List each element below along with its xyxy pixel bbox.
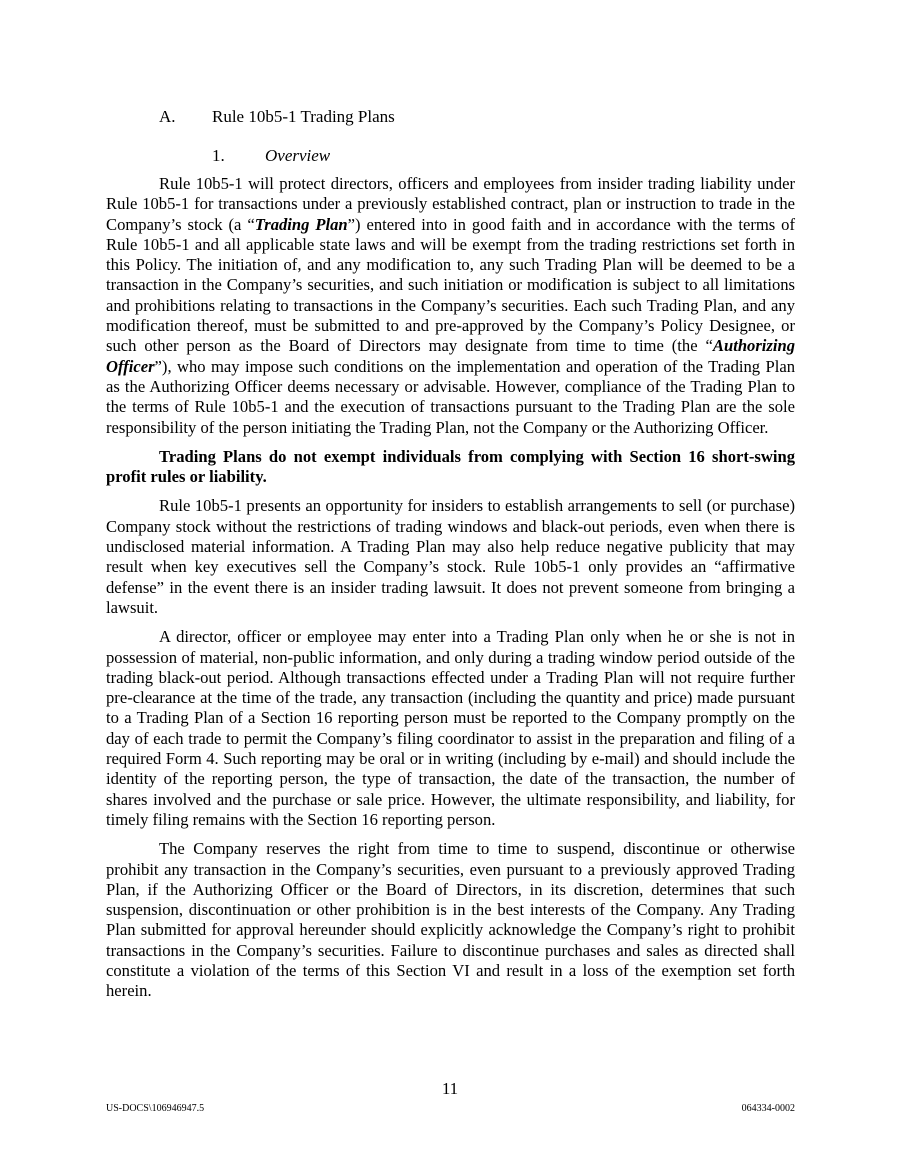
paragraph-eligibility: A director, officer or employee may enter into a Trading Plan only when he or she is not in possession of material, non-public information, and only during a trading window period outside of the trading black-out period. Although transactions effected under a Trading Plan will not require further pre-clearance at the time of the trade, any transaction (including the quantity and price) made pursuant to a Trading Plan of a Section 16 reporting person must be reported to the Company promptly on the day of each trade to permit the Company’s filing coordinator to assist in the preparation and filing of a required Form 4. Such reporting may be oral or in writing (including by e-mail) and should include the identity of the reporting person, the type of transaction, the date of the transaction, the number of shares involved and the purchase or sale price. However, the ultimate responsibility, and liability, for timely filing remains with the Section 16 reporting person. (106, 627, 795, 829)
section-label: A. (159, 107, 176, 126)
client-matter-number: 064334-0002 (741, 1103, 795, 1114)
paragraph-company-rights: The Company reserves the right from time to time to suspend, discontinue or otherwise prohibit any transaction in the Company’s securities, even pursuant to a previously approved Trading Plan, if the Authorizing Officer or the Board of Directors, in its discretion, determines that such suspension, discontinuation or other prohibition is in the best interests of the Company. Any Trading Plan submitted for approval hereunder should explicitly acknowledge the Company’s right to prohibit transactions in the Company’s securities. Failure to discontinue purchases and sales as directed shall constitute a violation of the terms of this Section VI and result in a loss of the exemption set forth herein. (106, 839, 795, 1001)
subsection-title: Overview (265, 146, 331, 165)
section-heading (159, 106, 395, 127)
section-title: Rule 10b5-1 Trading Plans (212, 107, 395, 126)
defined-term-authorizing-officer: Authorizing Officer (106, 336, 795, 376)
paragraph-text: ”), who may impose such conditions on the implementation and operation of the Trading Plan as the Authorizing Officer deems necessary or advisable. However, compliance of the Trading Plan to the terms of Rule 10b5-1 and the execution of transactions pursuant to the Trading Plan are the sole responsibility of the person initiating the Trading Plan, not the Company or the Authorizing Officer. (106, 356, 795, 437)
paragraph-section16-notice: Trading Plans do not exempt individuals from complying with Section 16 short-swing profit rules or liability. (106, 446, 795, 487)
paragraph-overview (106, 174, 795, 438)
body-text (106, 174, 795, 1011)
paragraph-opportunity: Rule 10b5-1 presents an opportunity for insiders to establish arrangements to sell (or purchase) Company stock without the restrictions of trading windows and black-out periods, even when there is undisclosed material information. A Trading Plan may also help reduce negative publicity that may result when key executives sell the Company’s stock. Rule 10b5-1 only provides an “affirmative defense” in the event there is an insider trading lawsuit. It does not prevent someone from bringing a lawsuit. (106, 496, 795, 617)
paragraph-text: ”) entered into in good faith and in accordance with the terms of Rule 10b5-1 and all applicable state laws and will be exempt from the trading restrictions set forth in this Policy. The initiation of, and any modification to, any such Trading Plan will be deemed to be a transaction in the Company’s securities, and such initiation or modification is subject to all limitations and prohibitions relating to transactions in the Company’s securities. Each such Trading Plan, and any modification thereof, must be submitted to and pre-approved by the Company’s Policy Designee, or such other person as the Board of Directors may designate from time to time (the “ (106, 214, 796, 356)
subsection-label: 1. (212, 146, 225, 165)
page-number: 11 (441, 1079, 459, 1098)
paragraph-text: Rule 10b5-1 will protect directors, officers and employees from insider trading liability under Rule 10b5-1 for transactions under a previously established contract, plan or instruction to trade in the Company’s stock (a “ (106, 174, 795, 234)
document-id: US-DOCS\106946947.5 (106, 1103, 205, 1114)
subsection-heading (212, 145, 330, 166)
defined-term-trading-plan: Trading Plan (254, 214, 348, 234)
